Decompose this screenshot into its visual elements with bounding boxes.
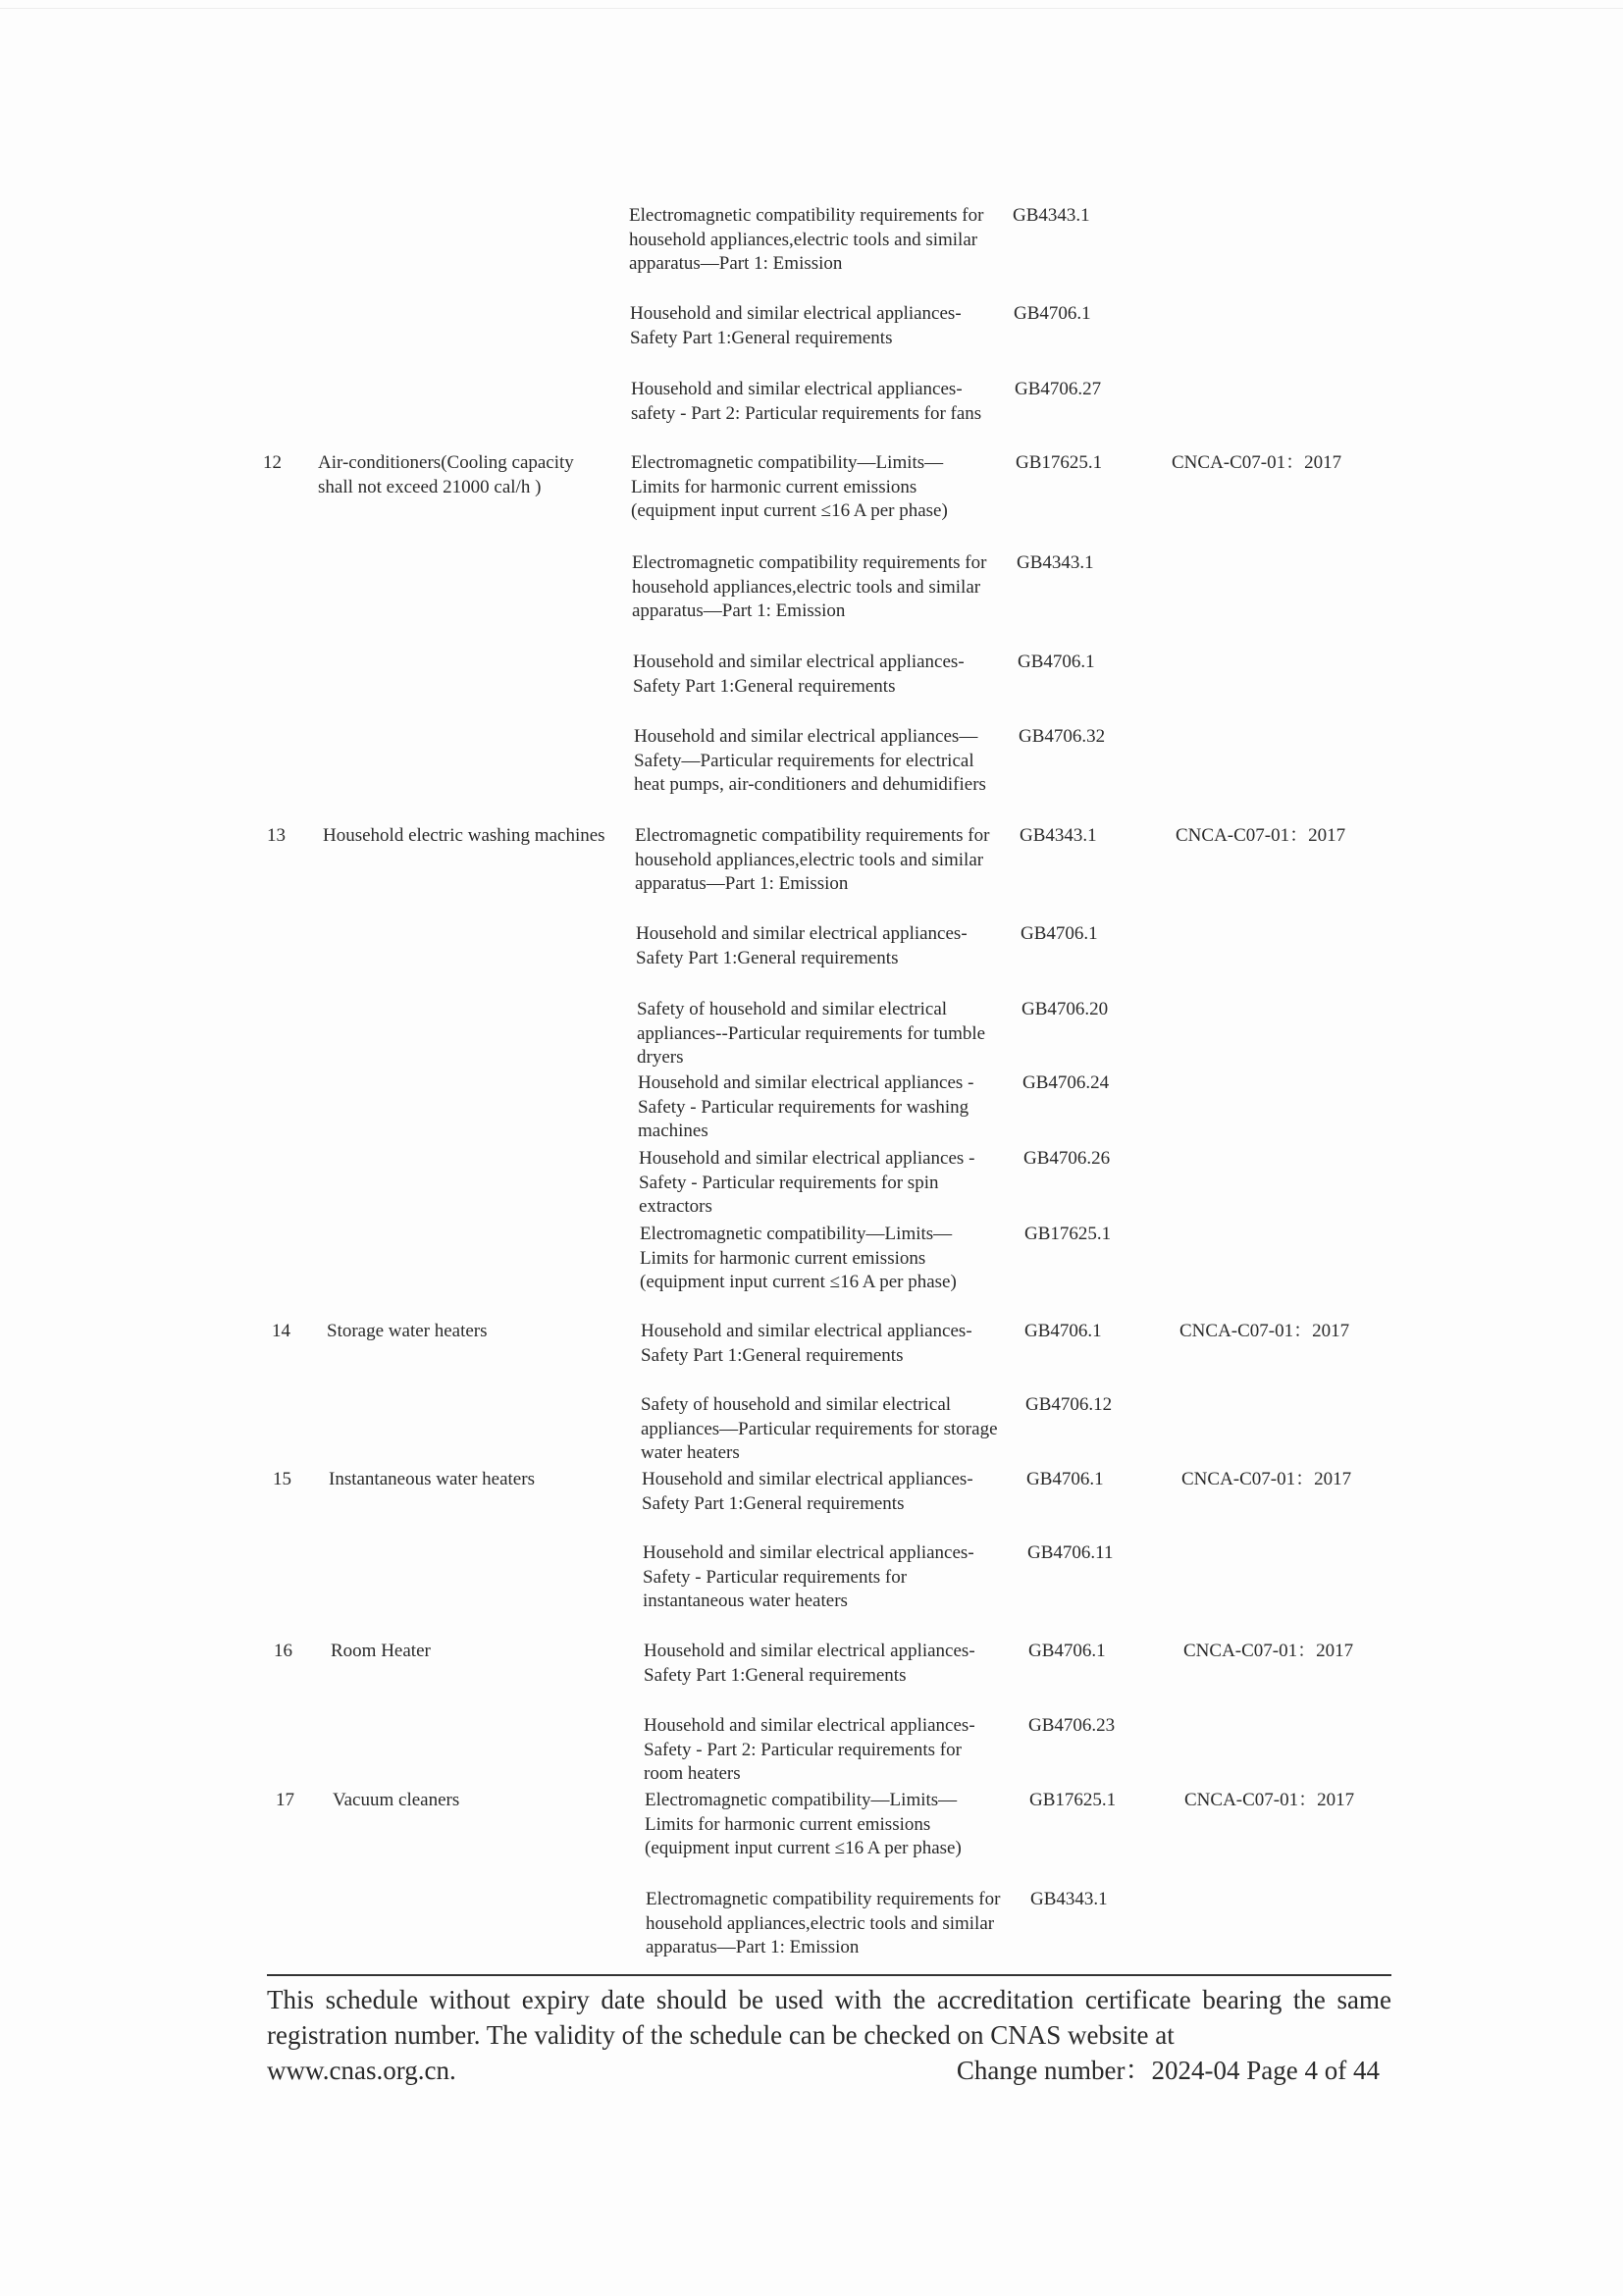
- item-number: 15: [273, 1469, 291, 1489]
- standard-title: Safety of household and similar electrical appliances--Particular requirements for tumble dryers: [637, 999, 986, 1068]
- item-number: 12: [263, 452, 282, 473]
- validity-notice: This schedule without expiry date should be used with the accreditation certificate bearing the same registration number. The validity of the schedule can be checked on CNAS website at: [267, 1985, 1391, 2050]
- change-number: Change number：2024-04 Page 4 of 44: [956, 2056, 1380, 2085]
- standard-code: GB4706.1: [1014, 303, 1091, 324]
- certification-rule: CNCA-C07-01：2017: [1183, 1641, 1354, 1661]
- standard-code: GB4706.23: [1028, 1715, 1116, 1736]
- standard-title: Household and similar electrical appliances-Safety Part 1:General requirements: [630, 303, 962, 348]
- standard-title: Electromagnetic compatibility requirements for household appliances,electric tools and similar apparatus—Part 1: Emission: [632, 552, 987, 621]
- standard-title: Household and similar electrical appliances-Safety Part 1:General requirements: [642, 1469, 973, 1514]
- standard-code: GB4706.1: [1026, 1469, 1104, 1489]
- product-name: Storage water heaters: [327, 1321, 488, 1341]
- product-name: Room Heater: [331, 1641, 431, 1661]
- cnas-website-link[interactable]: www.cnas.org.cn.: [267, 2056, 456, 2085]
- certification-rule: CNCA-C07-01：2017: [1181, 1469, 1352, 1489]
- standard-code: GB17625.1: [1024, 1224, 1112, 1244]
- standard-title: Household and similar electrical appliances - Safety - Particular requirements for washing machines: [638, 1072, 974, 1141]
- certification-rule: CNCA-C07-01：2017: [1176, 825, 1346, 846]
- standard-code: GB4343.1: [1013, 205, 1090, 226]
- standard-title: Electromagnetic compatibility—Limits—Limits for harmonic current emissions (equipment input current ≤16 A per phase): [640, 1224, 957, 1292]
- standard-code: GB4706.12: [1025, 1394, 1113, 1415]
- standard-title: Household and similar electrical appliances-Safety Part 1:General requirements: [636, 923, 968, 968]
- certification-rule: CNCA-C07-01：2017: [1184, 1790, 1355, 1810]
- standard-code: GB17625.1: [1016, 452, 1103, 473]
- standard-code: GB4343.1: [1020, 825, 1097, 846]
- item-number: 14: [272, 1321, 290, 1341]
- standard-code: GB4343.1: [1030, 1889, 1108, 1909]
- item-number: 17: [276, 1790, 294, 1810]
- standard-title: Household and similar electrical appliances - Safety - Particular requirements for spin extractors: [639, 1148, 975, 1217]
- standard-code: GB4343.1: [1017, 552, 1094, 573]
- standard-title: Electromagnetic compatibility—Limits—Limits for harmonic current emissions (equipment input current ≤16 A per phase): [645, 1790, 962, 1858]
- standard-title: Household and similar electrical appliances-Safety Part 1:General requirements: [633, 652, 965, 697]
- standard-code: GB4706.11: [1027, 1542, 1114, 1563]
- standard-code: GB4706.1: [1028, 1641, 1106, 1661]
- schedule-footer: [267, 1974, 1391, 2088]
- standard-code: GB4706.20: [1021, 999, 1109, 1019]
- certification-rule: CNCA-C07-01：2017: [1172, 452, 1342, 473]
- item-number: 13: [267, 825, 286, 846]
- certification-rule: CNCA-C07-01：2017: [1179, 1321, 1350, 1341]
- standard-title: Household and similar electrical appliances-Safety - Particular requirements for instantaneous water heaters: [643, 1542, 974, 1611]
- product-name: Instantaneous water heaters: [329, 1469, 535, 1489]
- standard-code: GB4706.1: [1024, 1321, 1102, 1341]
- standard-title: Household and similar electrical appliances-safety - Part 2: Particular requirements for fans: [631, 379, 982, 424]
- standard-code: GB4706.26: [1023, 1148, 1111, 1169]
- standard-title: Household and similar electrical appliances—Safety—Particular requirements for electrical heat pumps, air-conditioners and dehumidifiers: [634, 726, 986, 795]
- standard-code: GB17625.1: [1029, 1790, 1117, 1810]
- standard-code: GB4706.24: [1022, 1072, 1110, 1093]
- standard-title: Household and similar electrical appliances-Safety Part 1:General requirements: [644, 1641, 975, 1686]
- standard-title: Safety of household and similar electrical appliances—Particular requirements for storage water heaters: [641, 1394, 998, 1463]
- item-number: 16: [274, 1641, 292, 1661]
- footer-last-line: [267, 2053, 1391, 2088]
- standard-title: Household and similar electrical appliances-Safety - Part 2: Particular requirements for room heaters: [644, 1715, 975, 1784]
- standard-code: GB4706.1: [1021, 923, 1098, 944]
- standard-code: GB4706.1: [1018, 652, 1095, 672]
- standard-title: Electromagnetic compatibility requirements for household appliances,electric tools and similar apparatus—Part 1: Emission: [629, 205, 984, 274]
- product-name: Air-conditioners(Cooling capacity shall not exceed 21000 cal/h ): [318, 452, 574, 497]
- standard-code: GB4706.27: [1015, 379, 1102, 399]
- product-name: Household electric washing machines: [323, 825, 605, 846]
- product-name: Vacuum cleaners: [333, 1790, 460, 1810]
- standard-title: Electromagnetic compatibility—Limits—Limits for harmonic current emissions (equipment input current ≤16 A per phase): [631, 452, 948, 521]
- standard-title: Electromagnetic compatibility requirements for household appliances,electric tools and similar apparatus—Part 1: Emission: [635, 825, 990, 894]
- standard-title: Electromagnetic compatibility requirements for household appliances,electric tools and similar apparatus—Part 1: Emission: [646, 1889, 1001, 1957]
- standard-code: GB4706.32: [1019, 726, 1106, 747]
- standard-title: Household and similar electrical appliances-Safety Part 1:General requirements: [641, 1321, 972, 1366]
